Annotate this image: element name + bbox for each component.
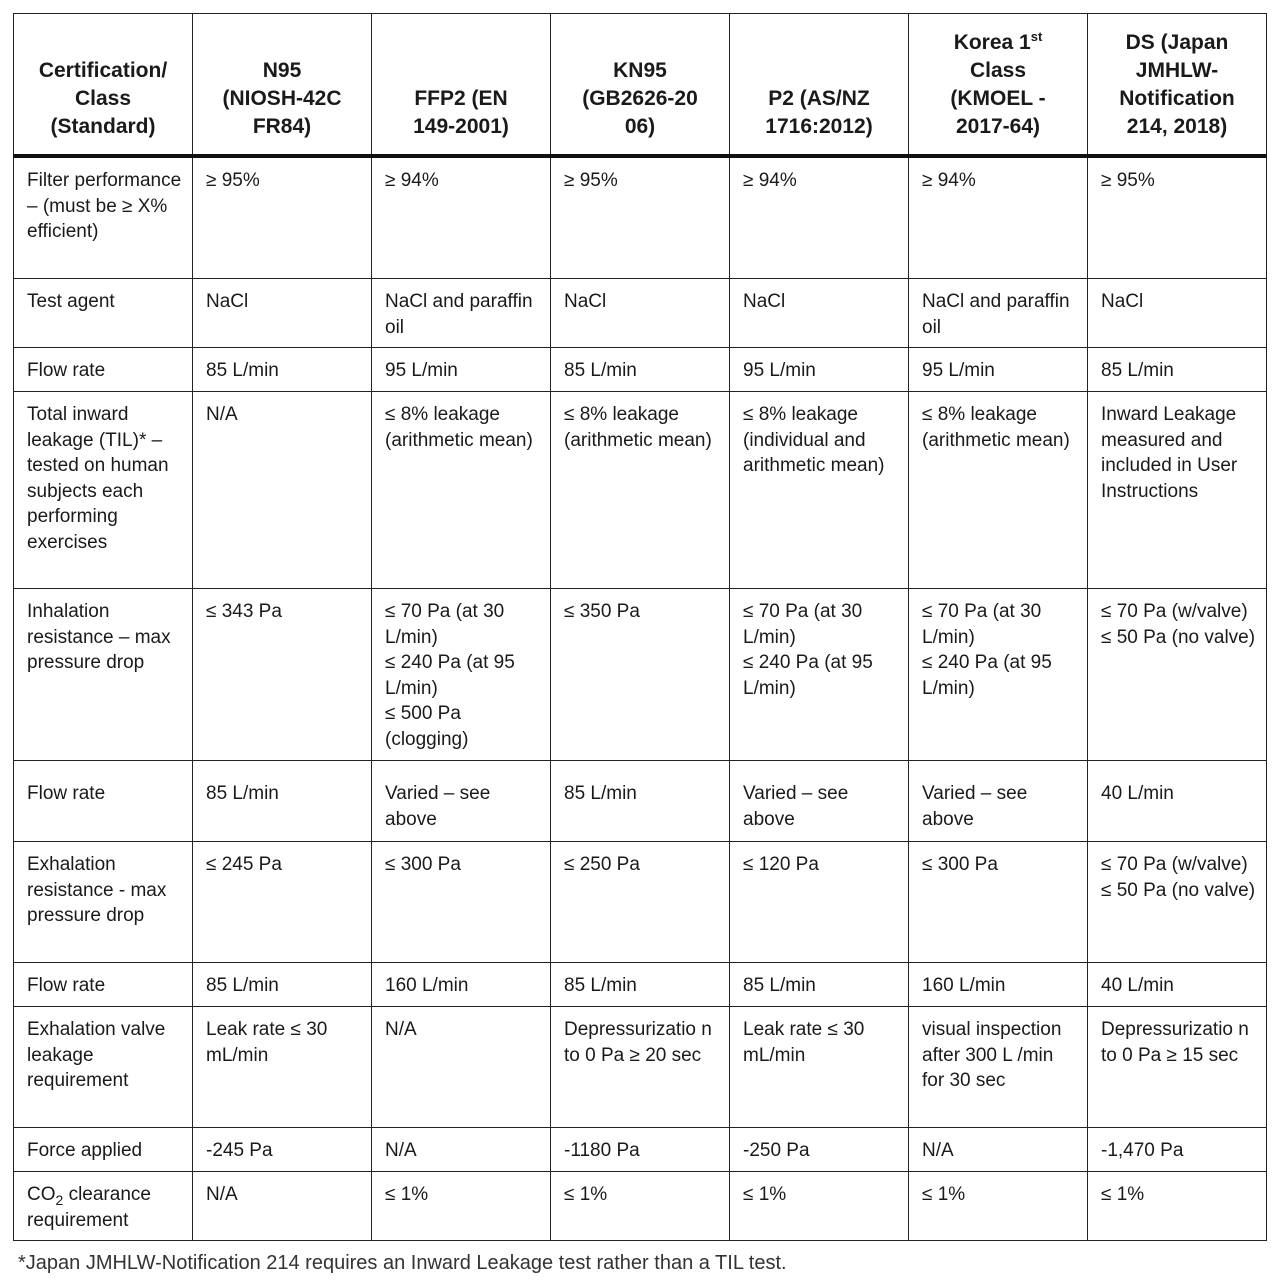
- footnote: *Japan JMHLW-Notification 214 requires an Inward Leakage test rather than a TIL test.: [18, 1252, 787, 1274]
- table-cell: 95 L/min: [372, 348, 551, 392]
- table-cell: -245 Pa: [193, 1128, 372, 1172]
- table-cell: ≤ 70 Pa (at 30 L/min) ≤ 240 Pa (at 95 L/min) ≤ 500 Pa (clogging): [372, 589, 551, 761]
- table-row-test-agent: [14, 279, 1267, 348]
- table-row-flow-rate-exhalation: [14, 963, 1267, 1007]
- table-cell: ≤ 8% leakage (arithmetic mean): [372, 392, 551, 589]
- row-label: Flow rate: [14, 963, 193, 1007]
- header-certification-class: Certification/ Class (Standard): [14, 14, 193, 157]
- table-row-force-applied: [14, 1128, 1267, 1172]
- table-cell: 85 L/min: [193, 963, 372, 1007]
- table-cell: ≤ 343 Pa: [193, 589, 372, 761]
- table-cell: N/A: [193, 392, 372, 589]
- table-cell: ≤ 70 Pa (at 30 L/min) ≤ 240 Pa (at 95 L/min): [730, 589, 909, 761]
- table-cell: Depressurizatio n to 0 Pa ≥ 15 sec: [1088, 1007, 1267, 1128]
- table-cell: ≥ 94%: [909, 156, 1088, 279]
- table-cell: ≥ 94%: [372, 156, 551, 279]
- table-cell: 85 L/min: [730, 963, 909, 1007]
- row-label: Filter performance – (must be ≥ X% efficient): [14, 156, 193, 279]
- table-cell: ≤ 70 Pa (w/valve) ≤ 50 Pa (no valve): [1088, 589, 1267, 761]
- table-row-flow-rate-filter: [14, 348, 1267, 392]
- table-cell: ≥ 95%: [551, 156, 730, 279]
- table-cell: 85 L/min: [1088, 348, 1267, 392]
- table-cell: N/A: [372, 1007, 551, 1128]
- table-cell: NaCl: [551, 279, 730, 348]
- table-cell: ≤ 300 Pa: [372, 842, 551, 963]
- table-cell: ≤ 8% leakage (individual and arithmetic mean): [730, 392, 909, 589]
- header-row: [14, 14, 1267, 157]
- table-row-exhalation-resistance: [14, 842, 1267, 963]
- table-cell: N/A: [909, 1128, 1088, 1172]
- table-cell: 160 L/min: [372, 963, 551, 1007]
- table-cell: 40 L/min: [1088, 761, 1267, 842]
- table-cell: ≤ 70 Pa (at 30 L/min) ≤ 240 Pa (at 95 L/min): [909, 589, 1088, 761]
- table-cell: ≤ 1%: [730, 1172, 909, 1241]
- row-label: $CO_2$ clearance requirement: [14, 1172, 193, 1241]
- table-cell: ≤ 1%: [1088, 1172, 1267, 1241]
- table-cell: ≥ 95%: [1088, 156, 1267, 279]
- table-cell: NaCl: [1088, 279, 1267, 348]
- header-kn95: KN95 (GB2626-20 06): [551, 14, 730, 157]
- header-korea-1st-class: Korea 1st Class (KMOEL - 2017-64): [909, 14, 1088, 157]
- respirator-standards-table: [13, 13, 1267, 1241]
- table-cell: Varied – see above: [372, 761, 551, 842]
- row-label: Flow rate: [14, 348, 193, 392]
- table-cell: -1,470 Pa: [1088, 1128, 1267, 1172]
- table-cell: Varied – see above: [730, 761, 909, 842]
- table-cell: 160 L/min: [909, 963, 1088, 1007]
- table-cell: ≤ 70 Pa (w/valve) ≤ 50 Pa (no valve): [1088, 842, 1267, 963]
- row-label: Flow rate: [14, 761, 193, 842]
- table-cell: NaCl and paraffin oil: [372, 279, 551, 348]
- row-label: Force applied: [14, 1128, 193, 1172]
- table-cell: ≤ 1%: [551, 1172, 730, 1241]
- table-cell: N/A: [372, 1128, 551, 1172]
- table-cell: ≤ 1%: [372, 1172, 551, 1241]
- table-row-total-inward-leakage: [14, 392, 1267, 589]
- table-cell: ≤ 8% leakage (arithmetic mean): [551, 392, 730, 589]
- header-p2: P2 (AS/NZ 1716:2012): [730, 14, 909, 157]
- table-cell: Varied – see above: [909, 761, 1088, 842]
- table-cell: Leak rate ≤ 30 mL/min: [193, 1007, 372, 1128]
- table-cell: 85 L/min: [193, 761, 372, 842]
- table-row-flow-rate-inhalation: [14, 761, 1267, 842]
- table-cell: ≤ 350 Pa: [551, 589, 730, 761]
- table-cell: NaCl and paraffin oil: [909, 279, 1088, 348]
- table-cell: ≤ 120 Pa: [730, 842, 909, 963]
- header-ffp2: FFP2 (EN 149-2001): [372, 14, 551, 157]
- header-ds-japan: DS (Japan JMHLW- Notification 214, 2018): [1088, 14, 1267, 157]
- table-cell: visual inspection after 300 L /min for 30 sec: [909, 1007, 1088, 1128]
- table-cell: ≤ 300 Pa: [909, 842, 1088, 963]
- row-label: Total inward leakage (TIL)* – tested on human subjects each performing exercises: [14, 392, 193, 589]
- row-label: Exhalation valve leakage requirement: [14, 1007, 193, 1128]
- table-cell: Leak rate ≤ 30 mL/min: [730, 1007, 909, 1128]
- table-row-filter-performance: [14, 156, 1267, 279]
- table-cell: 85 L/min: [551, 963, 730, 1007]
- table-cell: 95 L/min: [909, 348, 1088, 392]
- table-cell: Depressurizatio n to 0 Pa ≥ 20 sec: [551, 1007, 730, 1128]
- table-cell: ≤ 245 Pa: [193, 842, 372, 963]
- table-cell: Inward Leakage measured and included in User Instructions: [1088, 392, 1267, 589]
- table-row-exhalation-valve-leakage: [14, 1007, 1267, 1128]
- table-row-co2-clearance: [14, 1172, 1267, 1241]
- table-cell: -250 Pa: [730, 1128, 909, 1172]
- row-label: Exhalation resistance - max pressure drop: [14, 842, 193, 963]
- table-cell: ≥ 95%: [193, 156, 372, 279]
- table-cell: ≤ 1%: [909, 1172, 1088, 1241]
- table-cell: ≤ 250 Pa: [551, 842, 730, 963]
- table-cell: -1180 Pa: [551, 1128, 730, 1172]
- table-cell: 85 L/min: [551, 348, 730, 392]
- table-cell: 85 L/min: [193, 348, 372, 392]
- table-cell: 40 L/min: [1088, 963, 1267, 1007]
- table-cell: 85 L/min: [551, 761, 730, 842]
- table-cell: NaCl: [730, 279, 909, 348]
- respirator-standards-table-container: [13, 13, 1266, 1241]
- table-cell: ≤ 8% leakage (arithmetic mean): [909, 392, 1088, 589]
- header-n95: N95 (NIOSH-42C FR84): [193, 14, 372, 157]
- table-cell: NaCl: [193, 279, 372, 348]
- row-label: Test agent: [14, 279, 193, 348]
- table-cell: N/A: [193, 1172, 372, 1241]
- table-cell: ≥ 94%: [730, 156, 909, 279]
- table-cell: 95 L/min: [730, 348, 909, 392]
- row-label: Inhalation resistance – max pressure drop: [14, 589, 193, 761]
- table-row-inhalation-resistance: [14, 589, 1267, 761]
